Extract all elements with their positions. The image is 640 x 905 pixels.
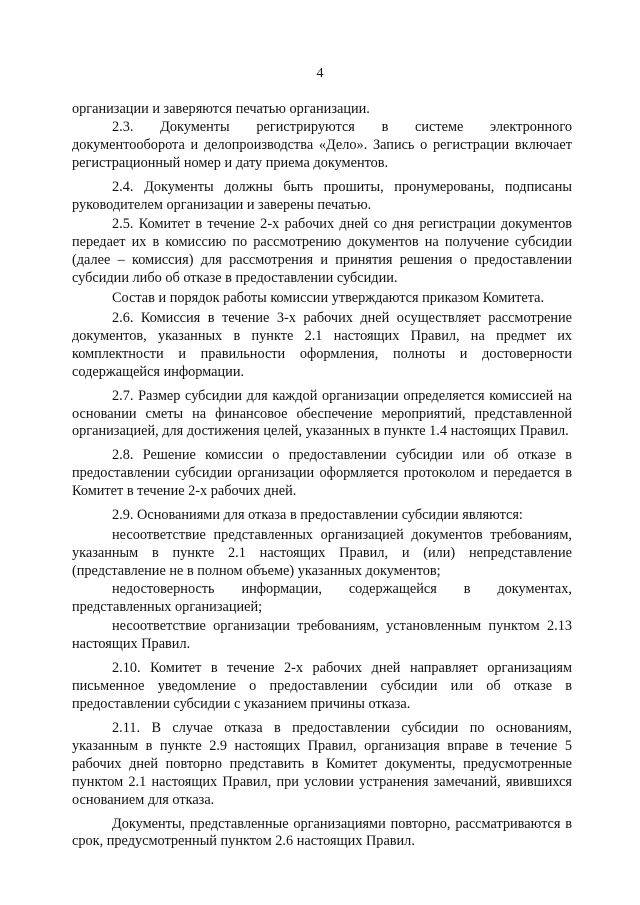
paragraph-resubmission: Документы, представленные организациями повторно, рассматриваются в срок, предусмотренный пунктом 2.6 настоящих Правил.	[72, 815, 572, 850]
paragraph-2-6: 2.6. Комиссия в течение 3-х рабочих дней осуществляет рассмотрение документов, указанных в пункте 2.1 настоящих Правил, на предмет их комплектности и правильности оформления, полноты и достоверности содержащейся информации.	[72, 309, 572, 380]
paragraph-2-11: 2.11. В случае отказа в предоставлении субсидии по основаниям, указанным в пункте 2.9 настоящих Правил, организация вправе в течение 5 рабочих дней повторно представить в Комитет документы, предусмотренные пунктом 2.1 настоящих Правил, при условии устранения замечаний, явившихся основанием для отказа.	[72, 720, 572, 808]
paragraph-2-9: 2.9. Основаниями для отказа в предоставлении субсидии являются:	[112, 507, 523, 524]
paragraph-2-4: 2.4. Документы должны быть прошиты, пронумерованы, подписаны руководителем организации и заверены печатью.	[72, 178, 572, 213]
paragraph-commission-composition: Состав и порядок работы комиссии утверждаются приказом Комитета.	[112, 290, 545, 307]
paragraph-2-7: 2.7. Размер субсидии для каждой организации определяется комиссией на основании сметы на финансовое обеспечение мероприятий, представленной организацией, для достижения целей, указанных в пункте 1.4 настоящих Правил.	[72, 387, 572, 440]
paragraph-2-5: 2.5. Комитет в течение 2-х рабочих дней со дня регистрации документов передает их в комиссию по рассмотрению документов на получение субсидии (далее – комиссия) для рассмотрения и принятия решения о предоставлении субсидии либо об отказе в предоставлении субсидии.	[72, 216, 572, 287]
paragraph-2-10: 2.10. Комитет в течение 2-х рабочих дней направляет организациям письменное уведомление о предоставлении субсидии или об отказе в предоставлении субсидии с указанием причины отказа.	[72, 660, 572, 713]
paragraph-continuation: организации и заверяются печатью организации.	[72, 101, 370, 117]
paragraph-refusal-reason-1: несоответствие представленных организацией документов требованиям, указанным в пункте 2.1 настоящих Правил, и (или) непредставление (представление не в полном объеме) указанных документов;	[72, 526, 572, 579]
paragraph-refusal-reason-2: недостоверность информации, содержащейся в документах, представленных организацией;	[72, 580, 572, 615]
paragraph-2-3: 2.3. Документы регистрируются в системе электронного документооборота и делопроизводства «Дело». Запись о регистрации включает регистрационный номер и дату приема документов.	[72, 118, 572, 171]
page-number: 4	[316, 66, 324, 81]
paragraph-refusal-reason-3: несоответствие организации требованиям, установленным пунктом 2.13 настоящих Правил.	[72, 618, 572, 653]
paragraph-2-8: 2.8. Решение комиссии о предоставлении субсидии или об отказе в предоставлении субсидии организации оформляется протоколом и передается в Комитет в течение 2-х рабочих дней.	[72, 447, 572, 500]
document-body	[72, 101, 572, 851]
